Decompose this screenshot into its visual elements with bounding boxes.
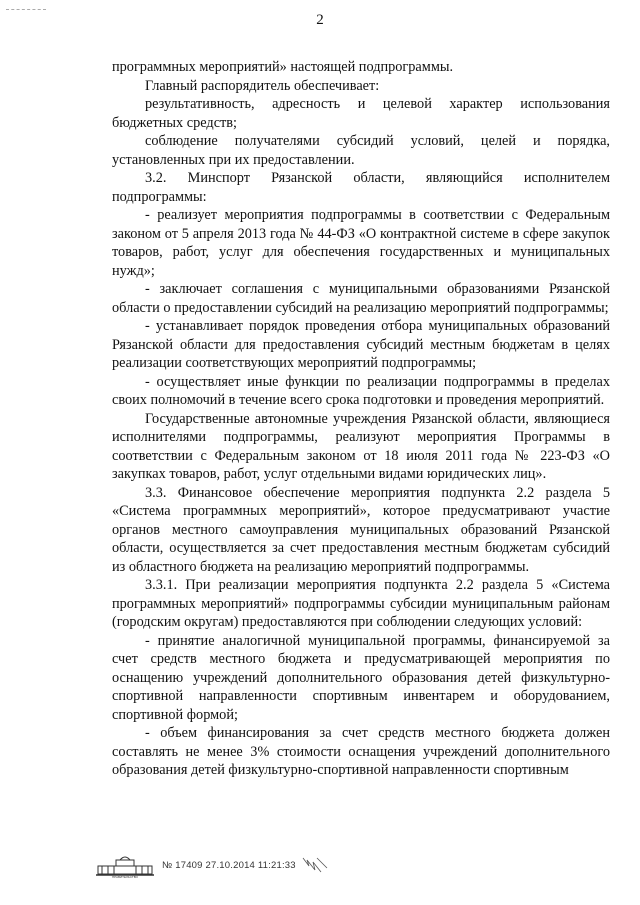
registration-stamp: № 17409 27.10.2014 11:21:33: [162, 860, 296, 871]
paragraph: - осуществляет иные функции по реализации подпрограммы в пределах своих полномочий в течение всего срока подготовки и проведения мероприятий.: [112, 373, 610, 408]
paragraph: 3.2. Минспорт Рязанской области, являющийся исполнителем подпрограммы:: [112, 170, 610, 205]
paragraph: - реализует мероприятия подпрограммы в соответствии с Федеральным законом от 5 апреля 2013 года № 44-ФЗ «О контрактной системе в сфере закупок товаров, работ, услуг для обеспечения государственных и муниципальных нужд»;: [112, 207, 610, 279]
page-number: 2: [316, 12, 324, 28]
paragraph: Государственные автономные учреждения Рязанской области, являющиеся исполнителями подпрограммы, реализуют мероприятия Программы в соответствии с Федеральным законом от 18 июля 2011 года № 223-ФЗ «О закупках товаров, работ, услуг отдельными видами юридических лиц».: [112, 410, 610, 482]
paragraph: результативность, адресность и целевой характер использования бюджетных средств;: [112, 96, 610, 131]
paragraph: 3.3.1. При реализации мероприятия подпункта 2.2 раздела 5 «Система программных мероприятий» подпрограммы субсидии муниципальным районам (городским округам) предоставляются при соблюдении следующих условий:: [112, 577, 610, 630]
paragraph: - объем финансирования за счет средств местного бюджета должен составлять не менее 3% стоимости оснащения учреждений дополнительного образования детей физкультурно-спортивной направленности спортивным: [112, 725, 610, 778]
document-body: [112, 58, 610, 780]
logo-caption: ПРАВИТЕЛЬСТВО: [112, 875, 138, 878]
paragraph: 3.3. Финансовое обеспечение мероприятия подпункта 2.2 раздела 5 «Система программных мероприятий», которое предусматривают участие органов местного самоуправления муниципальных образований Рязанской области, осуществляется за счет предоставления местным бюджетам субсидий из областного бюджета на реализацию мероприятий подпрограммы.: [112, 484, 610, 575]
paragraph: - принятие аналогичной муниципальной программы, финансируемой за счет средств местного бюджета и предусматривающей мероприятия по оснащению учреждений дополнительного образования детей физкультурно-спортивной направленности спортивным инвентарем и оборудованием, спортивной формой;: [112, 632, 610, 723]
paragraph: - заключает соглашения с муниципальными образованиями Рязанской области о предоставлении субсидий на реализацию мероприятий подпрограммы;: [112, 281, 610, 316]
building-logo-icon: [96, 854, 156, 878]
paragraph: Главный распорядитель обеспечивает:: [145, 77, 380, 94]
paragraph: - устанавливает порядок проведения отбора муниципальных образований Рязанской области для предоставления субсидий местным бюджетам в целях реализации соответствующих мероприятий подпрограммы;: [112, 318, 610, 371]
corner-mark: [6, 9, 46, 10]
paragraph: программных мероприятий» настоящей подпрограммы.: [112, 59, 454, 75]
paragraph: соблюдение получателями субсидий условий, целей и порядка, установленных при их предоставлении.: [112, 133, 610, 168]
registration-footer: [96, 854, 456, 878]
signature-mark-icon: [301, 854, 331, 876]
